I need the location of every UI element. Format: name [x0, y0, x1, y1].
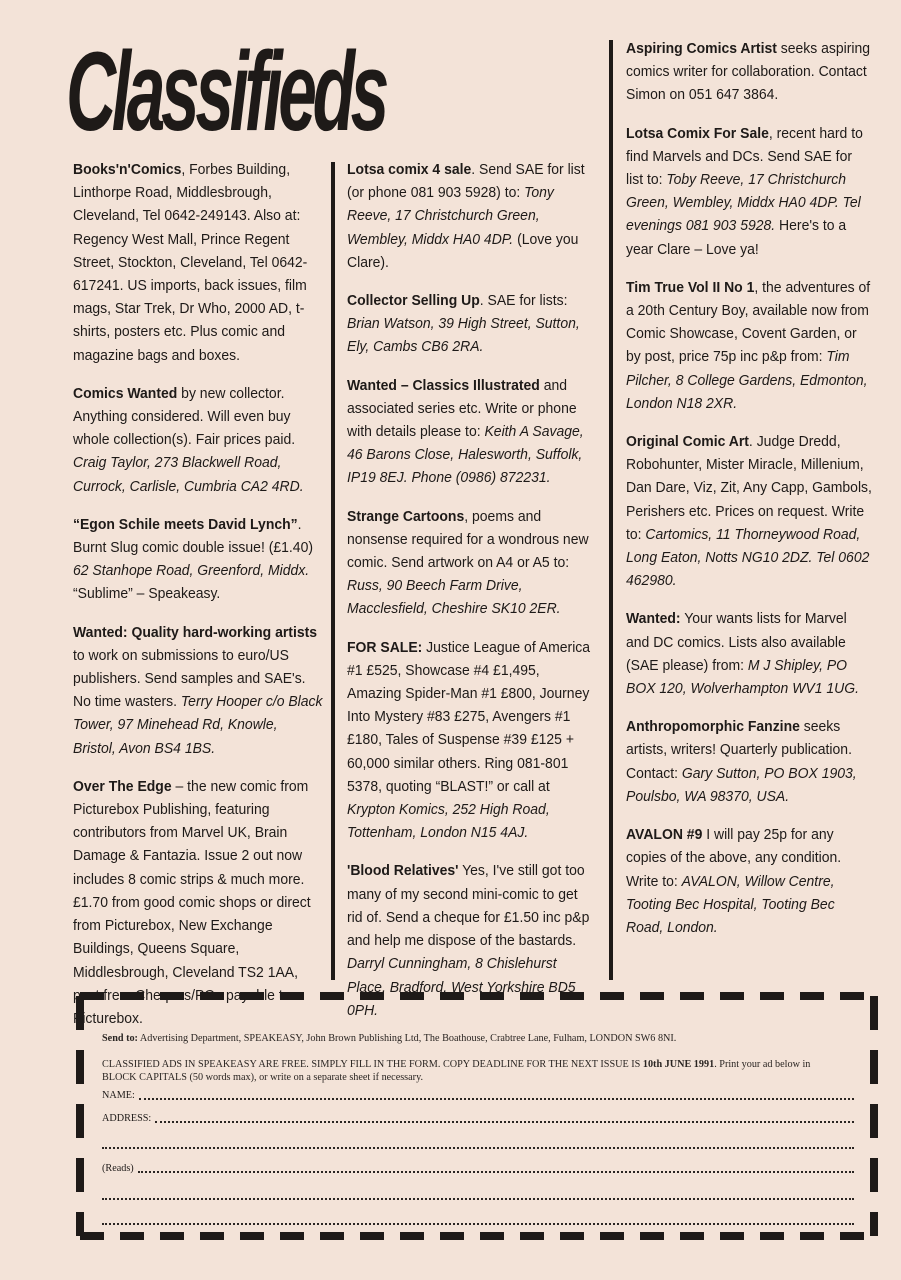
column-1	[73, 158, 323, 1045]
masthead-title	[66, 22, 396, 162]
ad-heading: Wanted – Classics Illustrated	[347, 376, 540, 394]
ad-body-end: Here's to a year Clare – Love ya!	[626, 217, 847, 258]
ad-coupon-form	[76, 992, 878, 1240]
ad-heading: Aspiring Comics Artist	[626, 40, 777, 57]
ad-heading: Collector Selling Up	[347, 292, 480, 310]
reads-label: (Reads)	[102, 1163, 134, 1174]
ad-body: seeks aspiring comics writer for collaboration. Contact Simon on 051 647 3864.	[626, 40, 871, 104]
classified-ad	[73, 621, 323, 760]
masthead-text: Classifieds	[66, 29, 385, 154]
ad-body: and associated series etc. Write or phone with details please to:	[347, 376, 577, 441]
ad-heading: AVALON #9	[626, 826, 703, 844]
ad-contact: Brian Watson, 39 High Street, Sutton, Ely, Cambs CB6 2RA.	[347, 315, 580, 356]
ad-heading: “Egon Schile meets David Lynch”	[73, 515, 298, 533]
classified-ad	[347, 505, 594, 621]
ad-body: Yes, I've still got too many of my second mini-comic to get rid of. Send a cheque for £1.50 inc p&p and help me dispose of the bastards.	[347, 862, 590, 950]
column-divider-2	[609, 40, 613, 980]
ad-heading: FOR SALE:	[347, 638, 423, 656]
classified-ad	[347, 289, 594, 359]
address-field-2[interactable]	[102, 1137, 854, 1151]
instructions-text: CLASSIFIED ADS IN SPEAKEASY ARE FREE. SIMPLY FILL IN THE FORM. COPY DEADLINE FOR THE NEXT ISSUE IS	[102, 1059, 643, 1070]
ad-contact: Terry Hooper c/o Black Tower, 97 Minehead Rd, Knowle, Bristol, Avon BS4 1BS.	[73, 693, 323, 757]
classified-ad	[626, 430, 873, 592]
ad-body: – the new comic from Picturebox Publishing, featuring contributors from Marvel UK, Brain Damage & Fantazia. Issue 2 out now includes 8 comic strips & much more. £1.70 from good comic shops or direct from Picturebox, New Exchange Buildings, Queens Square, Middlesbrough, Cleveland TS2 1AA, post free. Cheques/POs payable to Picturebox.	[73, 777, 311, 1027]
ad-body: , the adventures of a 20th Century Boy, available now from Comic Showcase, Covent Garden, or by post, price 75p inc p&p from:	[626, 278, 871, 366]
coupon-send-to	[102, 1032, 676, 1045]
ad-body: . Judge Dredd, Robohunter, Mister Miracle, Millenium, Dan Dare, Viz, Zit, Any Capp, Gambols, Perishers etc. Prices on request. Write to:	[626, 433, 872, 543]
instructions-text-2: . Print your ad below in BLOCK CAPITALS (50 words max), or write on a separate sheet if necessary.	[102, 1059, 811, 1083]
column-2	[347, 158, 594, 1037]
ad-body: . Burnt Slug comic double issue! (£1.40)	[73, 515, 313, 557]
ad-contact: Russ, 90 Beech Farm Drive, Macclesfield, Cheshire SK10 2ER.	[347, 577, 561, 618]
ad-body: by new collector. Anything considered. Will even buy whole collection(s). Fair prices paid.	[73, 384, 296, 449]
classified-ad	[347, 158, 594, 274]
ad-contact: Cartomics, 11 Thorneywood Road, Long Eaton, Notts NG10 2DZ. Tel 0602 462980.	[626, 525, 870, 590]
ad-contact: Krypton Komics, 252 High Road, Tottenham, London N15 4AJ.	[347, 801, 550, 842]
ad-contact: Gary Sutton, PO BOX 1903, Poulsbo, WA 98370, USA.	[626, 764, 857, 805]
name-field[interactable]	[102, 1088, 854, 1102]
classified-ad	[626, 122, 873, 261]
ad-heading: 'Blood Relatives'	[347, 862, 459, 880]
reads-field[interactable]	[102, 1161, 854, 1175]
address-field[interactable]	[102, 1111, 854, 1125]
ad-heading: Strange Cartoons	[347, 507, 465, 525]
ad-heading: Anthropomorphic Fanzine	[626, 718, 800, 736]
ad-body: to work on submissions to euro/US publishers. Send samples and SAE's. No time wasters.	[73, 646, 306, 711]
column-divider-1	[331, 162, 335, 980]
copy-deadline: 10th JUNE 1991	[642, 1059, 715, 1070]
classified-ad	[73, 382, 323, 498]
send-to-label: Send to:	[102, 1033, 138, 1044]
classified-ad	[626, 823, 873, 939]
classified-ad	[626, 276, 873, 415]
classified-ad	[347, 374, 594, 490]
ad-heading: Tim True Vol II No 1	[626, 278, 755, 296]
classified-ad	[347, 636, 594, 845]
classified-ad	[626, 607, 873, 700]
ad-contact: Tim Pilcher, 8 College Gardens, Edmonton, London N18 2XR.	[626, 348, 868, 412]
ad-heading: Wanted: Quality hard-working artists	[73, 623, 318, 641]
reads-line-1[interactable]	[138, 1171, 854, 1173]
ad-contact: M J Shipley, PO BOX 120, Wolverhampton WV1 1UG.	[626, 656, 859, 698]
column-3	[626, 37, 873, 954]
ad-body: , poems and nonsense required for a wondrous new comic. Send artwork on A4 or A5 to:	[347, 507, 589, 572]
address-line-2[interactable]	[102, 1147, 854, 1149]
ad-heading: Lotsa comix 4 sale	[347, 161, 472, 178]
ad-body-end: “Sublime” – Speakeasy.	[73, 585, 221, 603]
name-line[interactable]	[139, 1098, 854, 1100]
ad-body: . SAE for lists:	[479, 292, 568, 310]
ad-heading: Over The Edge	[73, 777, 172, 795]
classified-ad	[626, 37, 873, 107]
reads-line-3[interactable]	[102, 1223, 854, 1225]
ad-contact: AVALON, Willow Centre, Tooting Bec Hospital, Tooting Bec Road, London.	[626, 872, 835, 936]
ad-heading: Books'n'Comics	[73, 161, 182, 178]
send-to-address: Advertising Department, SPEAKEASY, John Brown Publishing Ltd, The Boathouse, Crabtree Lane, Fulham, LONDON SW6 8NI.	[137, 1033, 677, 1044]
ad-heading: Wanted:	[626, 610, 681, 628]
reads-field-3[interactable]	[102, 1213, 854, 1227]
ad-body-end: (Love you Clare).	[347, 230, 579, 271]
reads-line-2[interactable]	[102, 1198, 854, 1200]
address-label: ADDRESS:	[102, 1113, 152, 1124]
ad-body: seeks artists, writers! Quarterly publication. Contact:	[626, 718, 852, 782]
ad-contact: Tony Reeve, 17 Christchurch Green, Wembley, Middx HA0 4DP.	[347, 184, 554, 248]
ad-contact: Keith A Savage, 46 Barons Close, Halesworth, Suffolk, IP19 8EJ. Phone (0986) 872231.	[347, 423, 584, 487]
ad-body: Justice League of America #1 £525, Showcase #4 £1,495, Amazing Spider-Man #1 £800, Journey Into Mystery #83 £275, Avengers #1 £180, Tales of Suspense #39 £125 + 60,000 similar others. Ring 081-801 5378, quoting “BLAST!” or call at	[347, 638, 591, 795]
ad-heading: Original Comic Art	[626, 433, 749, 451]
classified-ad	[73, 158, 323, 367]
reads-field-2[interactable]	[102, 1188, 854, 1202]
ad-body: I will pay 25p for any copies of the above, any condition. Write to:	[626, 826, 842, 890]
ad-contact: Darryl Cunningham, 8 Chislehurst Place, Bradford, West Yorkshire BD5 0PH.	[347, 955, 576, 1019]
ad-contact: Craig Taylor, 273 Blackwell Road, Currock, Carlisle, Cumbria CA2 4RD.	[73, 454, 304, 495]
coupon-instructions	[102, 1058, 842, 1084]
ad-contact: 62 Stanhope Road, Greenford, Middx.	[73, 562, 310, 580]
ad-body: , recent hard to find Marvels and DCs. Send SAE for list to:	[626, 124, 863, 189]
ad-body: Your wants lists for Marvel and DC comics. Lists also available (SAE please) from:	[626, 610, 847, 674]
address-line-1[interactable]	[155, 1121, 854, 1123]
ad-heading: Lotsa Comix For Sale	[626, 124, 769, 142]
classified-ad	[626, 715, 873, 808]
name-label: NAME:	[102, 1090, 135, 1101]
classified-ad	[73, 513, 323, 606]
ad-heading: Comics Wanted	[73, 384, 178, 402]
ad-body: , Forbes Building, Linthorpe Road, Middlesbrough, Cleveland, Tel 0642-249143. Also at: Regency West Mall, Prince Regent Street, Stockton, Cleveland, Tel 0642-617241. US imports, back issues, film mags, Star Trek, Dr Who, 2000 AD, t-shirts, posters etc. Plus comic and magazine bags and boxes.	[73, 161, 308, 364]
ad-body: . Send SAE for list (or phone 081 903 5928) to:	[347, 161, 585, 202]
ad-contact: Toby Reeve, 17 Christchurch Green, Wembley, Middx HA0 4DP. Tel evenings 081 903 5928.	[626, 171, 861, 235]
